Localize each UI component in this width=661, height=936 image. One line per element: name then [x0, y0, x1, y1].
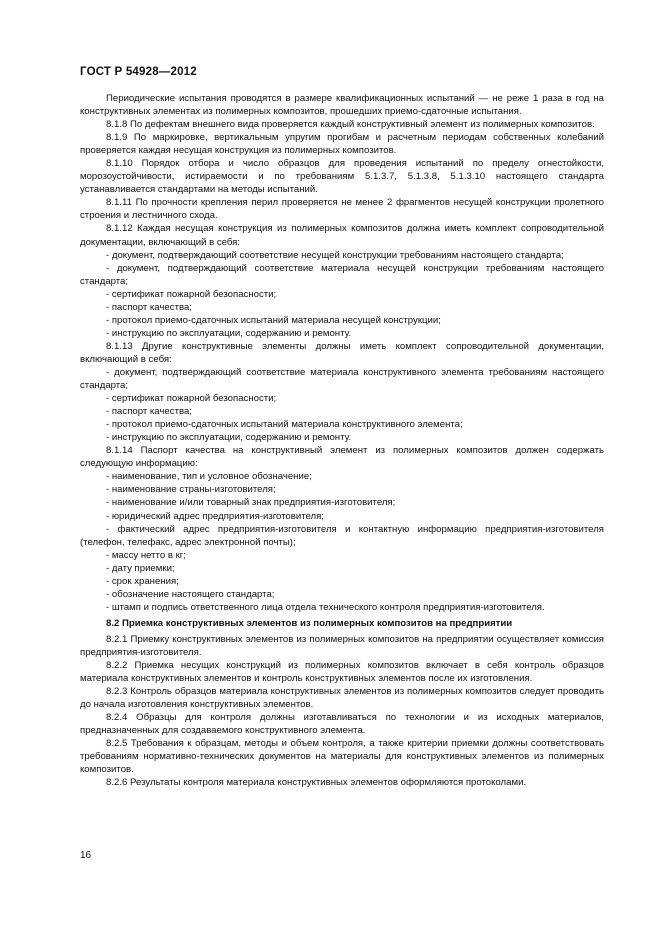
clause-8-2-1: 8.2.1 Приемку конструктивных элементов из полимерных композитов на предприятии осуществляет комиссия предприятия-изготовителя. [80, 633, 604, 658]
list-item: - штамп и подпись ответственного лица отдела технического контроля предприятия-изготовителя. [106, 601, 545, 613]
clause-8-1-13: 8.1.13 Другие конструктивные элементы должны иметь комплект сопроводительной документации, включающий в себя: [80, 340, 604, 365]
list-item: - юридический адрес предприятия-изготовителя; [106, 510, 324, 522]
clause-8-2-6: 8.2.6 Результаты контроля материала конструктивных элементов оформляются протоколами. [106, 777, 527, 789]
clause-8-1-8: 8.1.8 По дефектам внешнего вида проверяется каждый конструктивный элемент из полимерных композитов. [106, 119, 595, 131]
document-body [80, 92, 604, 789]
page-number: 16 [80, 850, 92, 861]
clause-8-1-10: 8.1.10 Порядок отбора и число образцов для проведения испытаний по пределу огнестойкости, морозоустойчивости, истираемости и по требованиям 5.1.3.7, 5.1.3.8, 5.1.3.10 настоящего стандарта устанавливается стандартами на методы испытаний. [80, 158, 604, 196]
list-item: - инструкцию по эксплуатации, содержанию и ремонту. [106, 327, 352, 339]
list-item: - фактический адрес предприятия-изготовителя и контактную информацию предприятия-изготовителя (телефон, телефакс, адрес электронной почты); [80, 523, 604, 548]
list-item: - сертификат пожарной безопасности; [106, 288, 277, 300]
clause-8-2-5: 8.2.5 Требования к образцам, методы и объем контроля, а также критерии приемки должны соответствовать требованиям нормативно-технических документов на материалы для конструктивных элементов из полимерных композитов. [80, 738, 604, 776]
paragraph-periodic-tests: Периодические испытания проводятся в размере квалификационных испытаний — не реже 1 раза в год на конструктивных элементах из полимерных композитов, прошедших приемо-сдаточные испытания. [80, 93, 604, 118]
clause-8-2-3: 8.2.3 Контроль образцов материала конструктивных элементов из полимерных композитов следует проводить до начала изготовления конструктивных элементов. [80, 686, 604, 711]
list-item: - паспорт качества; [106, 301, 192, 313]
list-item: - массу нетто в кг; [106, 549, 186, 561]
list-item: - наименование страны-изготовителя; [106, 484, 276, 496]
clause-8-1-14: 8.1.14 Паспорт качества на конструктивный элемент из полимерных композитов должен содержать следующую информацию: [80, 445, 604, 470]
list-item: - обозначение настоящего стандарта; [106, 588, 275, 600]
clause-8-1-12: 8.1.12 Каждая несущая конструкция из полимерных композитов должна иметь комплект сопроводительной документации, включающий в себя: [80, 223, 604, 248]
clause-8-2-4: 8.2.4 Образцы для контроля должны изготавливаться по технологии и из исходных материалов, предназначенных для создаваемого конструктивного элемента. [80, 712, 604, 737]
clause-8-1-11: 8.1.11 По прочности крепления перил проверяется не менее 2 фрагментов несущей конструкции пролетного строения и лестничного схода. [80, 197, 604, 222]
list-item: - сертификат пожарной безопасности; [106, 393, 277, 405]
list-item: - паспорт качества; [106, 406, 192, 418]
list-item: - срок хранения; [106, 575, 179, 587]
list-item: - документ, подтверждающий соответствие материала конструктивного элемента требованиям настоящего стандарта; [80, 366, 604, 392]
list-item: - документ, подтверждающий соответствие материала несущей конструкции требованиям настоящего стандарта; [80, 262, 604, 287]
list-item: - дату приемки; [106, 562, 175, 574]
clause-8-1-9: 8.1.9 По маркировке, вертикальным упругим прогибам и расчетным периодам собственных колебаний проверяется каждая несущая конструкция из полимерных композитов. [80, 132, 604, 157]
list-item: - наименование и/или товарный знак предприятия-изготовителя; [106, 497, 396, 509]
list-item: - инструкцию по эксплуатации, содержанию и ремонту. [106, 432, 352, 444]
list-item: - наименование, тип и условное обозначение; [106, 471, 312, 483]
list-item: - документ, подтверждающий соответствие несущей конструкции требованиям настоящего стандарта; [106, 249, 564, 261]
clause-8-2-2: 8.2.2 Приемка несущих конструкций из полимерных композитов включает в себя контроль образцов материала конструктивных элементов и контроль конструктивных элементов после их изготовления. [80, 660, 604, 685]
list-item: - протокол приемо-сдаточных испытаний материала конструктивного элемента; [106, 419, 463, 431]
list-item: - протокол приемо-сдаточных испытаний материала несущей конструкции; [106, 314, 441, 326]
section-heading-8-2: 8.2 Приемка конструктивных элементов из полимерных композитов на предприятии [106, 617, 513, 629]
standard-header: ГОСТ Р 54928—2012 [80, 66, 197, 78]
